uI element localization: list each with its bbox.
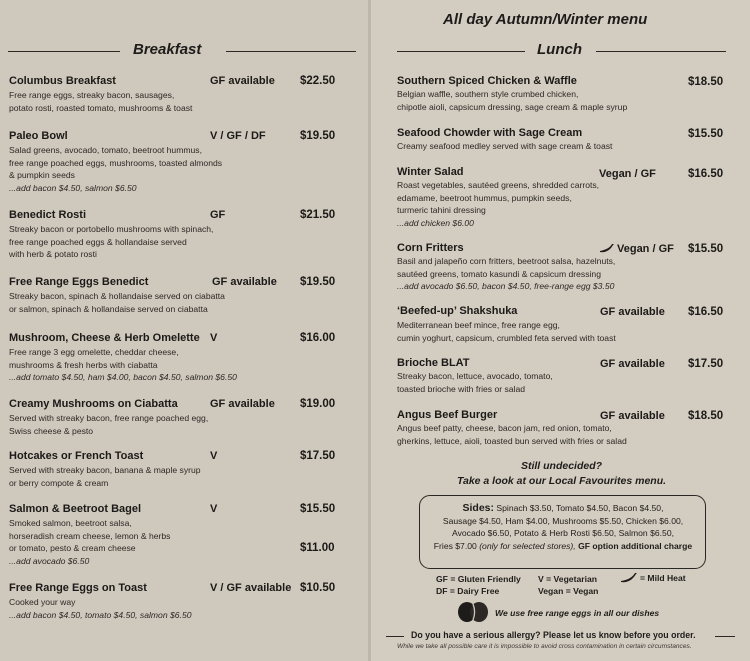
item-title: Corn Fritters xyxy=(397,242,464,254)
legend-gf-df: GF = Gluten Friendly DF = Dairy Free xyxy=(436,574,521,596)
item-description: Served with streaky bacon, banana & maple syrup or berry compote & cream xyxy=(9,465,201,488)
item-dietary-tag: GF available xyxy=(600,306,665,318)
fine-print: While we take all possible care it is impossible to avoid cross contamination in certain circumstances. xyxy=(397,643,692,650)
chilli-icon xyxy=(599,243,615,254)
item-title: Paleo Bowl xyxy=(9,130,68,142)
item-dietary-tag: V / GF available xyxy=(210,582,292,594)
item-title: ‘Beefed-up’ Shakshuka xyxy=(397,305,518,317)
item-description: Belgian waffle, southern style crumbed chicken, chipotle aioli, capsicum dressing, sage cream & maple syrup xyxy=(397,89,628,112)
item-dietary-tag: Vegan / GF xyxy=(617,243,674,255)
item-price: $10.50 xyxy=(300,582,336,594)
legend-v-vegan: V = Vegetarian Vegan = Vegan xyxy=(538,574,599,596)
breakfast-rule-right xyxy=(226,51,356,52)
undecided-note: Still undecided? Take a look at our Local Favourites menu. xyxy=(456,460,667,487)
item-price: $22.50 xyxy=(300,75,336,87)
lunch-rule-right xyxy=(596,51,726,52)
allergy-rule-right xyxy=(715,636,735,637)
item-dietary-tag: GF available xyxy=(600,358,665,370)
item-description: Angus beef patty, cheese, bacon jam, red onion, tomato, gherkins, lettuce, aioli, toasted bun served with fries or salad xyxy=(397,423,627,446)
breakfast-heading: Breakfast xyxy=(133,41,202,58)
allergy-rule-left xyxy=(386,636,404,637)
item-dietary-tag: GF available xyxy=(210,398,275,410)
egg-note: We use free range eggs in all our dishes xyxy=(495,608,660,618)
menu-fold xyxy=(366,0,373,661)
lunch-heading: Lunch xyxy=(537,41,582,58)
item-description: Salad greens, avocado, tomato, beetroot hummus, free range poached eggs, mushrooms, toasted almonds & pumpkin seeds ...add bacon $4.50, salmon $6.50 xyxy=(9,145,223,193)
item-price-alt: $11.00 xyxy=(300,542,335,554)
item-title: Mushroom, Cheese & Herb Omelette xyxy=(9,332,200,344)
item-title: Angus Beef Burger xyxy=(397,409,498,421)
legend-heat: = Mild Heat xyxy=(640,573,686,583)
item-description: Basil and jalapeño corn fritters, beetroot salsa, hazelnuts, sautéed greens, tomato kasundi & capsicum dressing ...add avocado $6.50, bacon $4.50, free-range egg $3.50 xyxy=(397,256,616,292)
item-description: Mediterranean beef mince, free range egg, cumin yoghurt, capsicum, crumbled feta served with toast xyxy=(397,320,616,343)
item-price: $17.50 xyxy=(300,450,336,462)
item-dietary-tag: V / GF / DF xyxy=(210,130,266,142)
item-title: Benedict Rosti xyxy=(9,209,87,221)
item-title: Free Range Eggs on Toast xyxy=(9,582,147,594)
item-description: Roast vegetables, sautéed greens, shredded carrots, edamame, beetroot hummus, pumpkin seeds, turmeric tahini dressing ...add chicken $6.00 xyxy=(397,180,600,228)
lunch-rule-left xyxy=(397,51,525,52)
item-dietary-tag: V xyxy=(210,503,218,515)
item-title: Southern Spiced Chicken & Waffle xyxy=(397,75,577,87)
item-description: Free range 3 egg omelette, cheddar cheese, mushrooms & fresh herbs with ciabatta ...add tomato $4.50, ham $4.00, bacon $4.50, salmon $6.50 xyxy=(9,347,237,383)
item-price: $19.50 xyxy=(300,276,336,288)
item-description: Free range eggs, streaky bacon, sausages, potato rosti, roasted tomato, mushrooms & toast xyxy=(9,90,193,113)
item-price: $16.50 xyxy=(688,168,724,180)
item-title: Columbus Breakfast xyxy=(9,75,116,87)
item-price: $15.50 xyxy=(300,503,336,515)
item-description: Served with streaky bacon, free range poached egg, Swiss cheese & pesto xyxy=(9,413,209,436)
item-dietary-tag: GF available xyxy=(212,276,277,288)
item-title: Winter Salad xyxy=(397,166,464,178)
eggs-icon xyxy=(456,601,490,623)
item-description: Cooked your way ...add bacon $4.50, tomato $4.50, salmon $6.50 xyxy=(9,597,192,620)
item-price: $16.50 xyxy=(688,306,724,318)
item-description: Streaky bacon, lettuce, avocado, tomato, toasted brioche with fries or salad xyxy=(397,371,553,394)
item-price: $19.50 xyxy=(300,130,336,142)
allergy-notice: Do you have a serious allergy? Please let us know before you order. xyxy=(411,630,696,640)
item-dietary-tag: V xyxy=(210,332,218,344)
item-title: Creamy Mushrooms on Ciabatta xyxy=(9,398,178,410)
item-dietary-tag: Vegan / GF xyxy=(599,168,656,180)
chilli-icon xyxy=(620,572,638,584)
item-dietary-tag: V xyxy=(210,450,218,462)
breakfast-rule-left xyxy=(8,51,120,52)
item-description: Streaky bacon or portobello mushrooms with spinach, free range poached eggs & hollandaise served with herb & potato rosti xyxy=(9,224,214,260)
sides-text: Sides: Spinach $3.50, Tomato $4.50, Bacon $4.50, Sausage $4.50, Ham $4.00, Mushrooms $5.50, Chicken $6.00, Avocado $6.50, Potato & Herb Rosti $6.50, Salmon $6.50, Fries $7.00 (only for selected stores), GF option additional charge xyxy=(433,502,693,551)
item-price: $15.50 xyxy=(688,128,724,140)
item-dietary-tag: GF available xyxy=(210,75,275,87)
item-title: Salmon & Beetroot Bagel xyxy=(9,503,142,515)
item-price: $15.50 xyxy=(688,243,724,255)
item-price: $18.50 xyxy=(688,76,724,88)
item-title: Free Range Eggs Benedict xyxy=(9,276,149,288)
item-title: Hotcakes or French Toast xyxy=(9,450,144,462)
menu-title: All day Autumn/Winter menu xyxy=(443,11,648,28)
item-description: Streaky bacon, spinach & hollandaise served on ciabatta or salmon, spinach & hollandaise served on ciabatta xyxy=(9,291,225,314)
item-title: Brioche BLAT xyxy=(397,357,470,369)
item-dietary-tag: GF xyxy=(210,209,226,221)
item-description: Creamy seafood medley served with sage cream & toast xyxy=(397,141,613,151)
item-dietary-tag: GF available xyxy=(600,410,665,422)
item-description: Smoked salmon, beetroot salsa, horseradish cream cheese, lemon & herbs or tomato, pesto & cream cheese ...add avocado $6.50 xyxy=(9,518,171,566)
item-price: $18.50 xyxy=(688,410,724,422)
item-price: $19.00 xyxy=(300,398,336,410)
item-price: $21.50 xyxy=(300,209,336,221)
item-title: Seafood Chowder with Sage Cream xyxy=(397,127,583,139)
item-price: $16.00 xyxy=(300,332,336,344)
item-price: $17.50 xyxy=(688,358,724,370)
